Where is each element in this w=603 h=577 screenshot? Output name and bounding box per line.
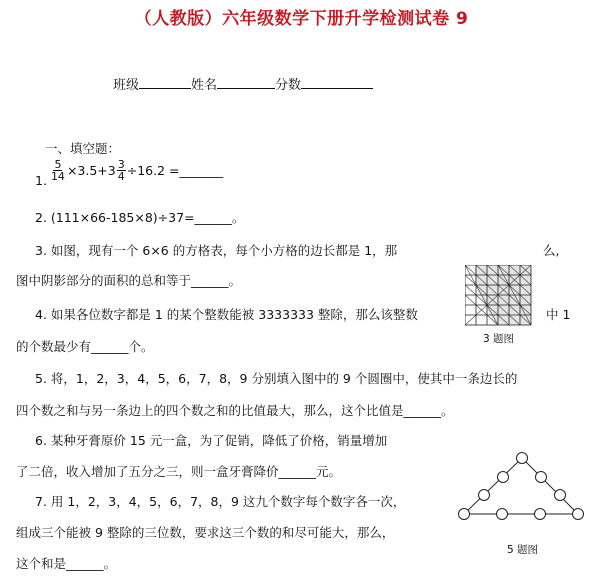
section-heading: 一、填空题：: [45, 141, 121, 156]
page-title: （人教版）六年级数学下册升学检测试卷 9: [134, 9, 469, 29]
circle-slot-bottom-right[interactable]: [573, 509, 584, 520]
triangle-left-side: [464, 458, 522, 514]
circle-slot-right-1[interactable]: [536, 472, 547, 483]
class-label: 班级: [113, 78, 140, 93]
question-1: [35, 158, 224, 188]
question-4-line-2: 的个数最少有______个。: [16, 339, 154, 354]
question-6-line-2: 了二倍，收入增加了五分之三，则一盒牙膏降价______元。: [16, 464, 342, 479]
triangle-figure: [455, 450, 590, 530]
question-5-line-1: 5. 将，1，2，3，4，5，6，7，8，9 分别填入图中的 9 个圆圈中，使其中一条边长的: [35, 371, 518, 386]
grid-figure-caption: 3 题图: [483, 333, 515, 345]
q1-part-b: ÷16.2 =: [126, 163, 180, 178]
question-7-line-3: 这个和是______。: [16, 556, 117, 571]
circle-slot-bottom-2[interactable]: [535, 509, 546, 520]
circle-slot-left-2[interactable]: [479, 490, 490, 501]
q1-fraction-2: [117, 159, 126, 182]
circle-slot-left-1[interactable]: [498, 472, 509, 483]
q1-frac1-numerator: 5: [54, 158, 62, 171]
triangle-right-side: [522, 458, 578, 514]
q1-answer-blank[interactable]: _______: [179, 163, 224, 178]
q1-frac1-denominator: 14: [50, 170, 65, 183]
triangle-figure-caption: 5 题图: [507, 544, 539, 556]
question-6-line-1: 6. 某种牙膏原价 15 元一盒，为了促销，降低了价格，销量增加: [35, 433, 388, 448]
circle-slot-right-2[interactable]: [555, 490, 566, 501]
question-3-line-1-end: 么,: [543, 243, 560, 258]
question-2: 2. (111×66-185×8)÷37=______。: [35, 210, 245, 225]
name-label: 姓名: [191, 78, 218, 93]
q1-number: 1.: [35, 173, 47, 188]
question-7-line-2: 组成三个能被 9 整除的三位数，要求这三个数的和尽可能大，那么，: [16, 525, 395, 540]
student-info-line: [113, 74, 373, 93]
score-blank[interactable]: [301, 76, 373, 89]
score-label: 分数: [275, 78, 302, 93]
question-3-line-2: 图中阴影部分的面积的总和等于______。: [16, 273, 242, 288]
question-3-line-1: 3. 如图，现有一个 6×6 的方格表，每个小方格的边长都是 1，那: [35, 243, 398, 258]
name-blank[interactable]: [217, 76, 275, 89]
class-blank[interactable]: [139, 76, 191, 89]
question-7-line-1: 7. 用 1，2，3，4，5，6，7，8，9 这九个数字每个数字各一次，: [35, 494, 406, 509]
circle-slot-top[interactable]: [517, 453, 528, 464]
q1-part-a: ×3.5+3: [66, 163, 116, 178]
q1-fraction-1: [50, 159, 66, 182]
circle-slot-bottom-1[interactable]: [497, 509, 508, 520]
grid-figure: [465, 265, 532, 327]
circle-slot-bottom-left[interactable]: [459, 509, 470, 520]
question-4-line-1-end: 中 1: [546, 307, 571, 322]
q1-frac2-denominator: 4: [117, 170, 125, 183]
question-5-line-2: 四个数之和与另一条边上的四个数之和的比值最大，那么，这个比值是______。: [16, 403, 454, 418]
q1-frac2-numerator: 3: [117, 158, 125, 171]
question-4-line-1: 4. 如果各位数字都是 1 的某个整数能被 3333333 整除，那么该整数: [35, 307, 418, 322]
